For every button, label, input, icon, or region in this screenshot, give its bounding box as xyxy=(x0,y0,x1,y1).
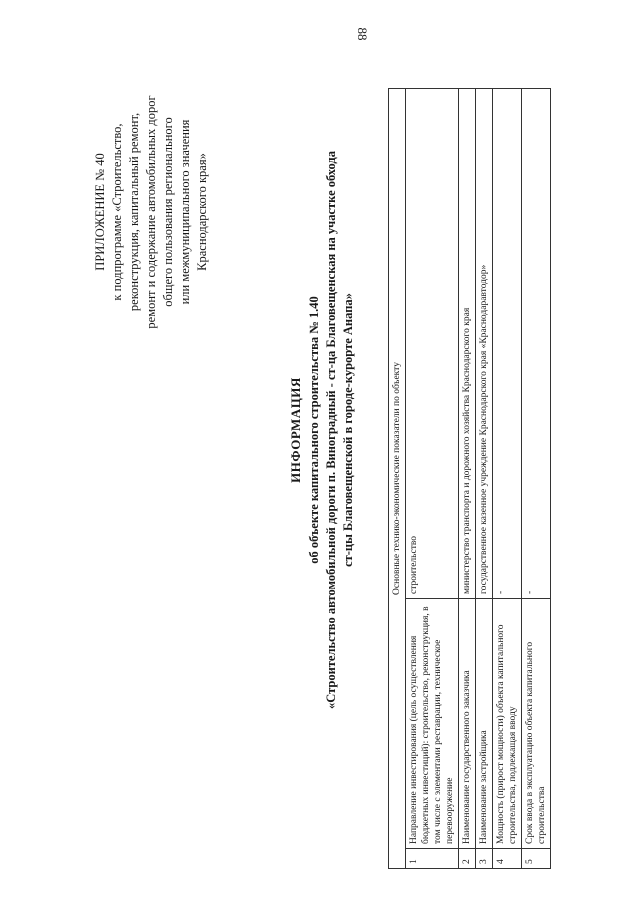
info-table xyxy=(388,88,551,869)
row-name: Направление инвестирования (цель осуществления бюджетных инвестиций): строительство, реконструкция, в том числе с элементами реставрации, техническое перевооружение xyxy=(406,599,459,849)
row-name: Наименование застройщика xyxy=(476,599,493,849)
appendix-title: ПРИЛОЖЕНИЕ № 40 xyxy=(93,153,107,271)
appendix-line: реконструкция, капитальный ремонт, xyxy=(127,112,141,312)
table-row xyxy=(493,88,522,868)
row-value: министерство транспорта и дорожного хозяйства Краснодарского края xyxy=(459,88,476,598)
appendix-block xyxy=(92,47,211,377)
info-subtitle-line: ст-цы Благовещенской в городе-курорте Анапа» xyxy=(341,293,355,567)
row-number: 2 xyxy=(459,849,476,869)
table-row xyxy=(522,88,551,868)
table-row xyxy=(476,88,493,868)
page-number: 88 xyxy=(355,27,370,41)
row-value: строительство xyxy=(406,88,459,598)
row-name: Наименование государственного заказчика xyxy=(459,599,476,849)
appendix-line: общего пользования регионального xyxy=(161,117,175,307)
info-heading: ИНФОРМАЦИЯ xyxy=(288,377,303,483)
table-header: Основные технико-экономические показатели по объекту xyxy=(389,88,406,868)
appendix-line: или межмуниципального значения xyxy=(178,119,192,305)
appendix-line: ремонт и содержание автомобильных дорог xyxy=(144,95,158,329)
row-value: - xyxy=(522,88,551,598)
row-number: 1 xyxy=(406,849,459,869)
info-title-block xyxy=(287,0,357,865)
table-row xyxy=(406,88,459,868)
info-subtitle-line: об объекте капитального строительства № 1.40 xyxy=(307,296,321,564)
table-header-row xyxy=(389,88,406,868)
appendix-line: Краснодарского края» xyxy=(195,153,209,271)
row-number: 3 xyxy=(476,849,493,869)
row-number: 5 xyxy=(522,849,551,869)
row-name: Срок ввода в эксплуатацию объекта капитального строительства xyxy=(522,599,551,849)
row-value: - xyxy=(493,88,522,598)
row-number: 4 xyxy=(493,849,522,869)
appendix-line: к подпрограмме «Строительство, xyxy=(110,123,124,301)
table-row xyxy=(459,88,476,868)
row-name: Мощность (прирост мощности) объекта капитального строительства, подлежащая вводу xyxy=(493,599,522,849)
row-value: государственное казенное учреждение Краснодарского края «Краснодаравтодор» xyxy=(476,88,493,598)
info-subtitle-line: «Строительство автомобильной дороги п. Виноградный - ст-ца Благовещенская на участке обхода xyxy=(324,151,338,710)
